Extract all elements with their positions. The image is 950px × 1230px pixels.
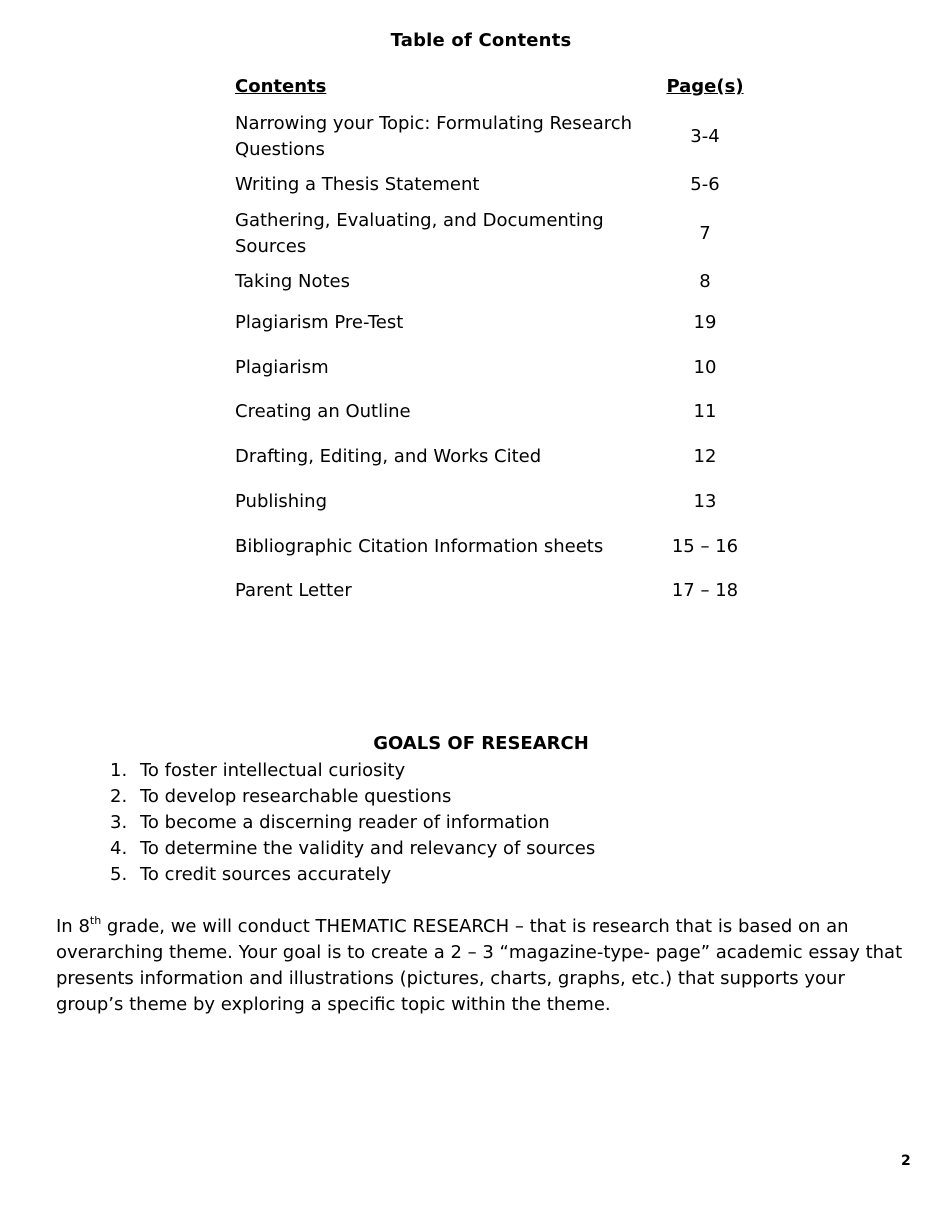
toc-entry-title: Parent Letter bbox=[235, 580, 352, 601]
paragraph-pre: In 8 bbox=[56, 916, 90, 937]
list-text: To become a discerning reader of information bbox=[140, 812, 550, 833]
page-number: 2 bbox=[901, 1153, 911, 1169]
intro-paragraph bbox=[56, 914, 906, 1018]
toc-entry-title: Drafting, Editing, and Works Cited bbox=[235, 445, 542, 467]
list-item bbox=[110, 758, 595, 784]
list-number: 4. bbox=[110, 838, 128, 859]
toc-entry-pages: 11 bbox=[693, 401, 717, 422]
toc-entry-pages: 3-4 bbox=[690, 126, 720, 147]
list-number: 2. bbox=[110, 786, 128, 807]
toc-entry-title: Creating an Outline bbox=[235, 401, 411, 422]
toc-row bbox=[235, 434, 755, 479]
toc-row bbox=[235, 345, 755, 390]
list-number: 1. bbox=[110, 760, 128, 781]
toc-row bbox=[235, 108, 755, 166]
toc-entry-title: Bibliographic Citation Information sheets bbox=[235, 535, 604, 557]
toc-row bbox=[235, 300, 755, 345]
toc-row bbox=[235, 524, 755, 569]
toc-row bbox=[235, 204, 755, 264]
toc-row bbox=[235, 264, 755, 300]
toc-header-contents: Contents bbox=[235, 76, 327, 97]
list-text: To credit sources accurately bbox=[140, 864, 392, 885]
toc-entry-pages: 12 bbox=[693, 445, 717, 467]
toc-entry-pages: 15 – 16 bbox=[671, 535, 739, 557]
toc-entry-pages: 8 bbox=[699, 271, 711, 292]
toc-entry-title: Gathering, Evaluating, and Documenting Sources bbox=[235, 210, 604, 257]
toc-entry-title: Plagiarism bbox=[235, 356, 329, 378]
toc-row bbox=[235, 166, 755, 204]
toc-title: Table of Contents bbox=[390, 30, 572, 51]
toc-row bbox=[235, 390, 755, 434]
toc-row bbox=[235, 569, 755, 613]
toc-entry-title: Plagiarism Pre-Test bbox=[235, 311, 404, 333]
paragraph-body: grade, we will conduct THEMATIC RESEARCH – that is research that is based on an overarching theme. Your goal is to create a 2 – 3 “magazine-type- page” academic essay that presents information and illustrations (pictures, charts, graphs, etc.) that supports your group’s theme by exploring a specific topic within the theme. bbox=[56, 916, 903, 1015]
list-number: 3. bbox=[110, 812, 128, 833]
list-text: To develop researchable questions bbox=[140, 786, 452, 807]
toc-entry-pages: 17 – 18 bbox=[671, 580, 739, 601]
toc-entry-pages: 19 bbox=[693, 311, 717, 333]
goals-list bbox=[110, 758, 595, 888]
toc-entry-pages: 7 bbox=[699, 223, 711, 244]
toc-table bbox=[235, 74, 755, 613]
toc-entry-pages: 10 bbox=[693, 356, 717, 378]
list-text: To foster intellectual curiosity bbox=[140, 760, 406, 781]
list-item bbox=[110, 862, 595, 888]
toc-entry-title: Publishing bbox=[235, 490, 327, 512]
toc-entry-pages: 5-6 bbox=[690, 174, 720, 195]
list-number: 5. bbox=[110, 864, 128, 885]
list-item bbox=[110, 810, 595, 836]
toc-entry-title: Narrowing your Topic: Formulating Research Questions bbox=[235, 113, 633, 160]
toc-entry-title: Writing a Thesis Statement bbox=[235, 174, 480, 195]
list-text: To determine the validity and relevancy of sources bbox=[140, 838, 596, 859]
paragraph-superscript: th bbox=[89, 914, 102, 927]
toc-header-pages: Page(s) bbox=[666, 76, 744, 97]
toc-entry-title: Taking Notes bbox=[235, 271, 351, 292]
list-item bbox=[110, 836, 595, 862]
goals-title: GOALS OF RESEARCH bbox=[373, 733, 589, 754]
list-item bbox=[110, 784, 595, 810]
toc-header-row bbox=[235, 74, 755, 108]
toc-row bbox=[235, 479, 755, 524]
toc-entry-pages: 13 bbox=[693, 490, 717, 512]
